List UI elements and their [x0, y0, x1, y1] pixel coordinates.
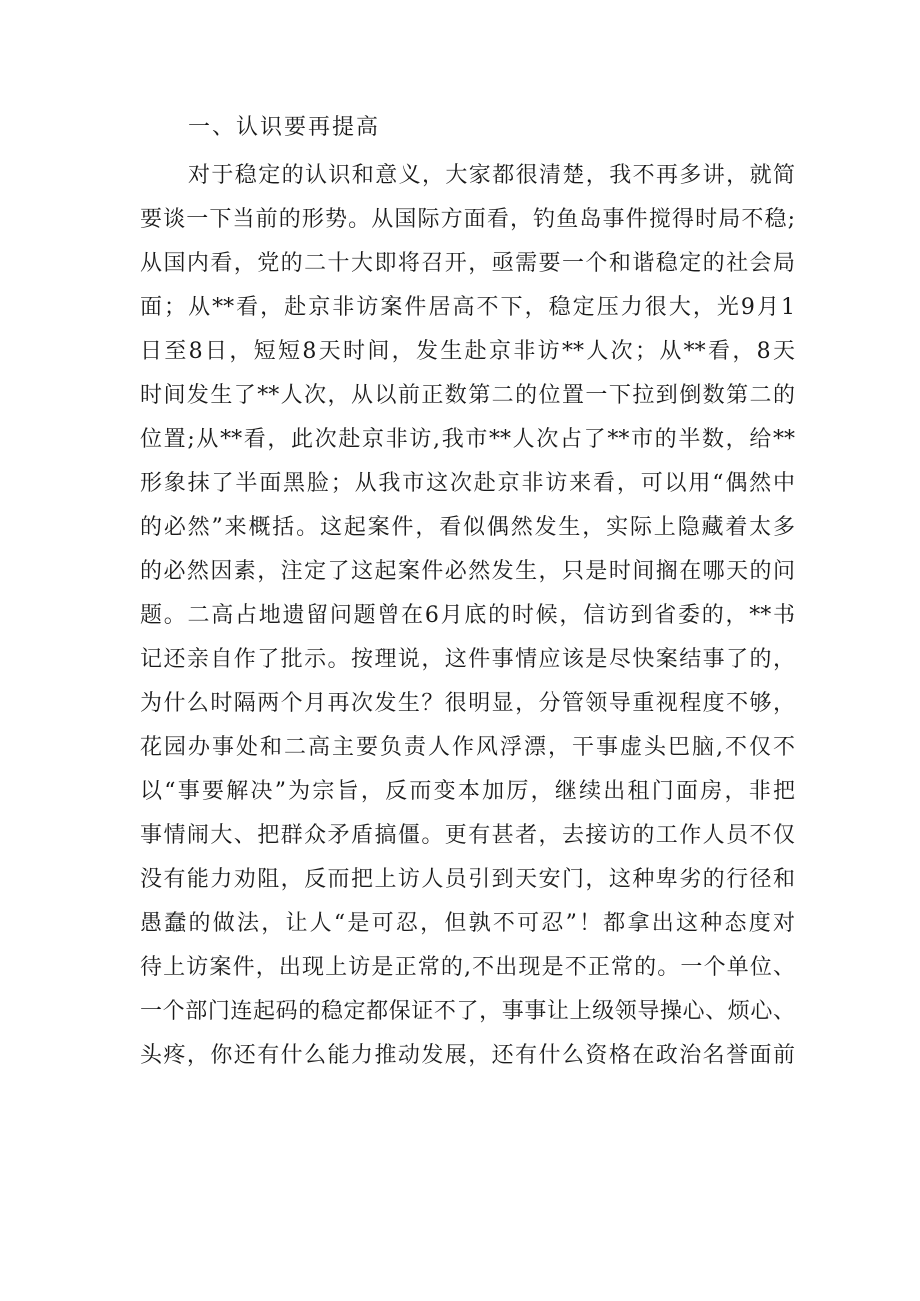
paragraph-line: 时间发生了**人次，从以前正数第二的位置一下拉到倒数第二的: [140, 383, 795, 408]
paragraph-line: 花园办事处和二高主要负责人作风浮漂，干事虚头巴脑,不仅不: [140, 735, 795, 760]
paragraph-line: 愚蠢的做法，让人“是可忍，但孰不可忍”！都拿出这种态度对: [140, 911, 795, 936]
paragraph-line: 没有能力劝阻，反而把上访人员引到天安门，这种卑劣的行径和: [140, 867, 795, 892]
paragraph-line: 头疼，你还有什么能力推动发展，还有什么资格在政治名誉面前: [140, 1043, 795, 1068]
paragraph-line: 记还亲自作了批示。按理说，这件事情应该是尽快案结事了的，: [140, 647, 795, 672]
section-heading: 一、认识要再提高: [188, 115, 381, 140]
paragraph-line: 对于稳定的认识和意义，大家都很清楚，我不再多讲，就简: [188, 163, 795, 188]
paragraph-line: 为什么时隔两个月再次发生？很明显，分管领导重视程度不够，: [140, 691, 795, 716]
paragraph-line: 一个部门连起码的稳定都保证不了，事事让上级领导操心、烦心、: [140, 999, 795, 1024]
paragraph-line: 题。二高占地遗留问题曾在6月底的时候，信访到省委的，**书: [140, 603, 795, 628]
paragraph-line: 从国内看，党的二十大即将召开，亟需要一个和谐稳定的社会局: [140, 251, 795, 276]
paragraph-line: 面；从**看，赴京非访案件居高不下，稳定压力很大，光9月1: [140, 295, 795, 320]
paragraph-line: 待上访案件，出现上访是正常的,不出现是不正常的。一个单位、: [140, 955, 795, 980]
paragraph-line: 事情闹大、把群众矛盾搞僵。更有甚者，去接访的工作人员不仅: [140, 823, 795, 848]
paragraph-line: 要谈一下当前的形势。从国际方面看，钓鱼岛事件搅得时局不稳;: [140, 207, 795, 232]
paragraph-line: 以“事要解决”为宗旨，反而变本加厉，继续出租门面房，非把: [140, 779, 795, 804]
paragraph-line: 的必然因素，注定了这起案件必然发生，只是时间搁在哪天的问: [140, 559, 795, 584]
paragraph-line: 形象抹了半面黑脸；从我市这次赴京非访来看，可以用“偶然中: [140, 471, 795, 496]
paragraph-line: 的必然”来概括。这起案件，看似偶然发生，实际上隐藏着太多: [140, 515, 795, 540]
paragraph-line: 日至8日，短短8天时间，发生赴京非访**人次；从**看，8天: [140, 339, 795, 364]
paragraph-line: 位置;从**看，此次赴京非访,我市**人次占了**市的半数，给**: [140, 427, 795, 452]
